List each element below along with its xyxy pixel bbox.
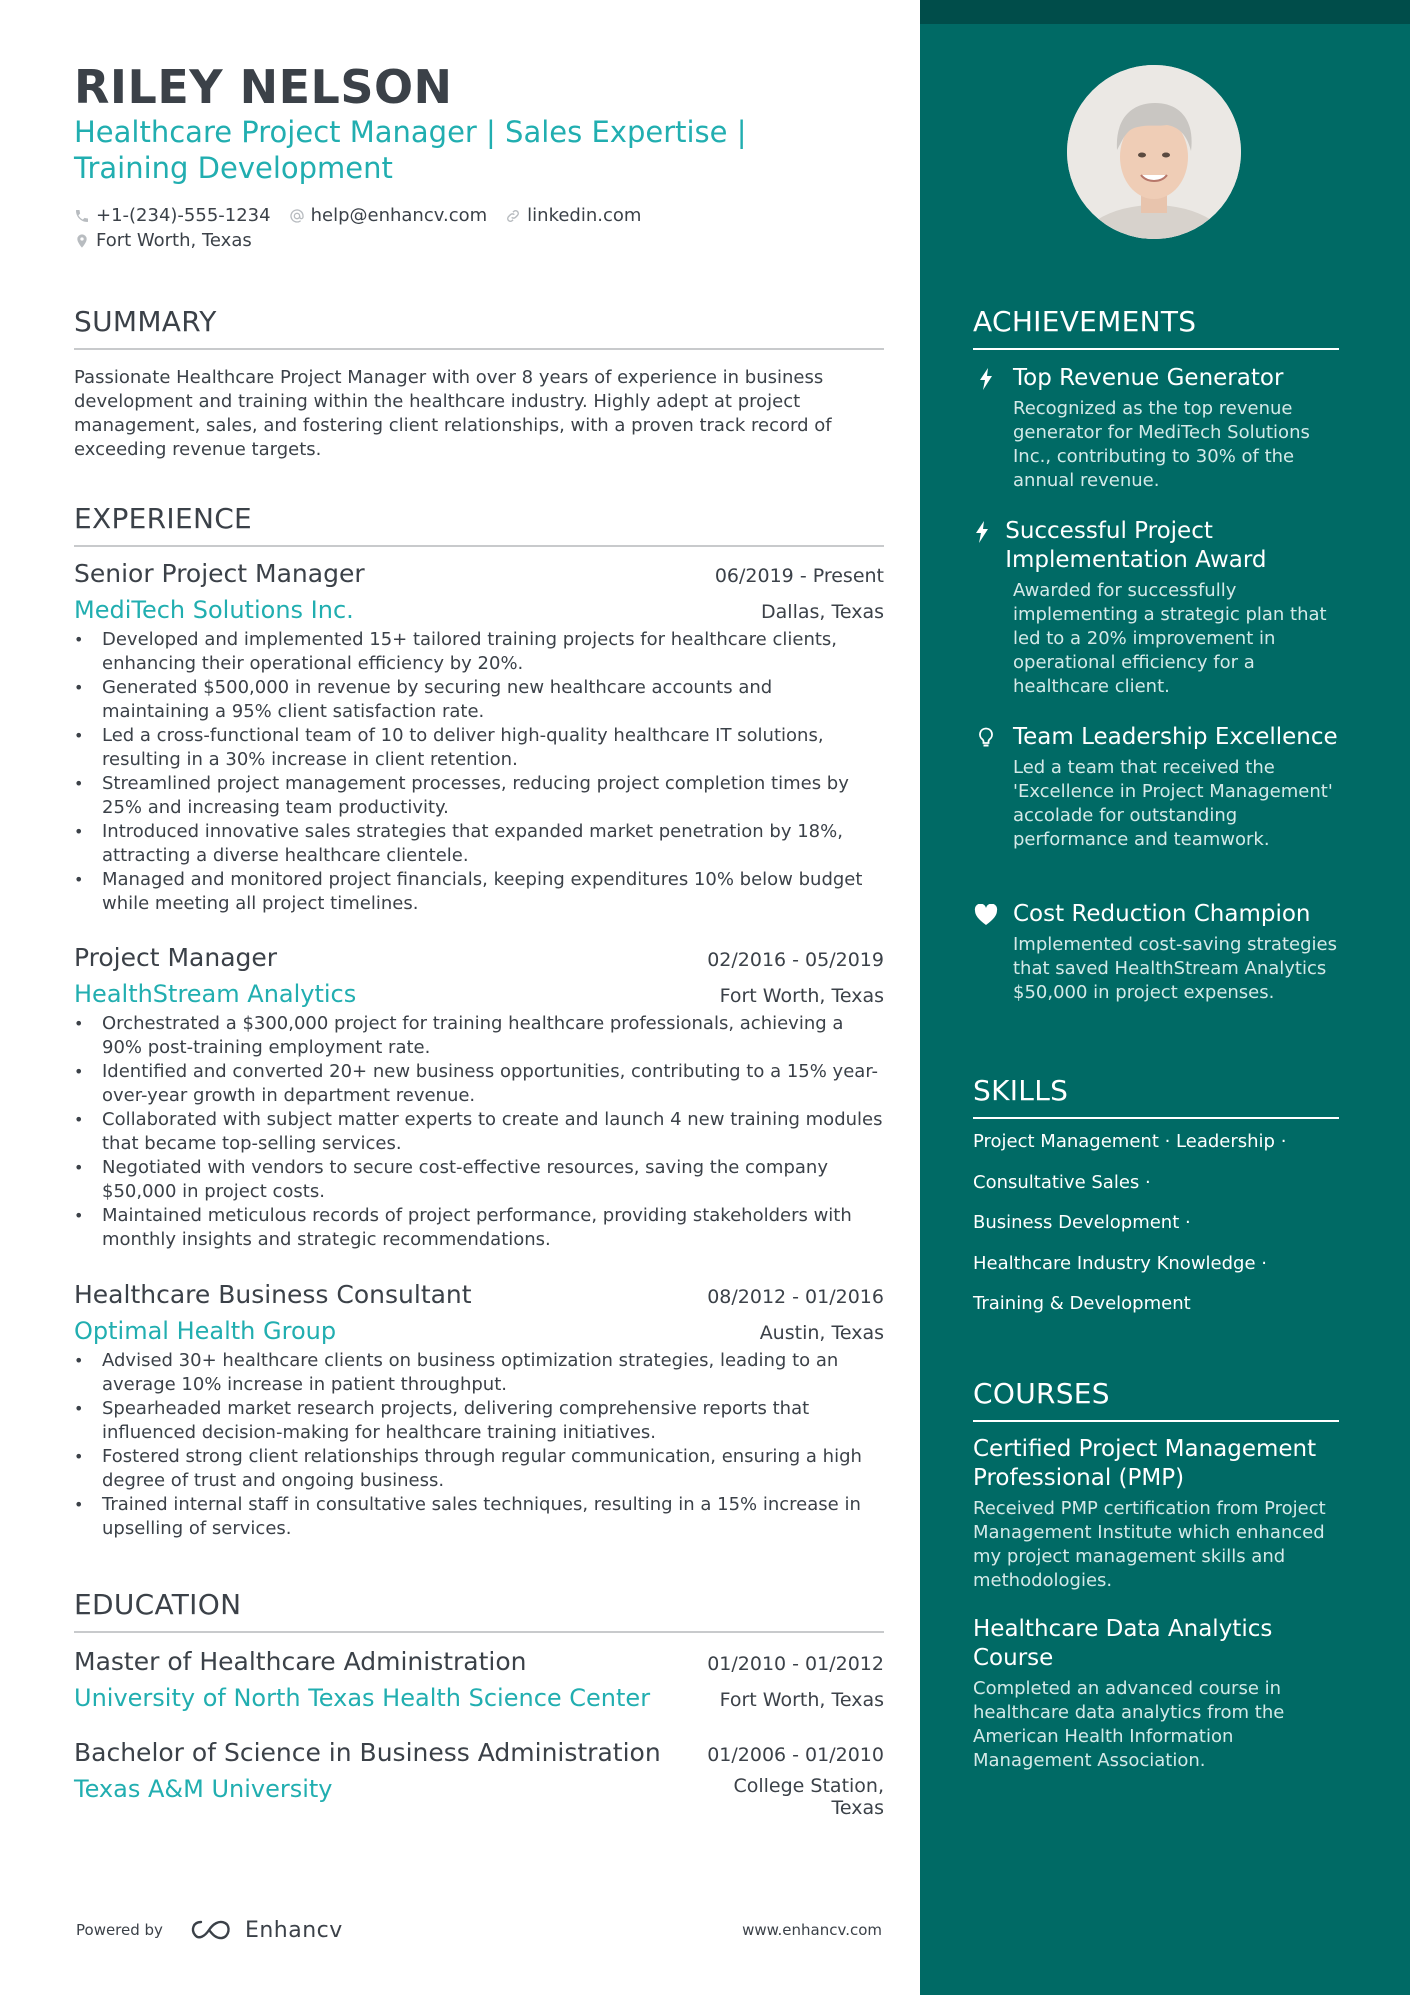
headline xyxy=(74,114,774,186)
job-dates: 06/2019 - Present xyxy=(714,565,884,587)
education-entry xyxy=(74,1738,884,1819)
job-title: Senior Project Manager xyxy=(74,559,365,588)
achievement-item xyxy=(973,517,1339,699)
skill-item: Consultative Sales · xyxy=(973,1171,1151,1193)
job-location: Austin, Texas xyxy=(759,1322,884,1344)
job-entry xyxy=(74,559,884,916)
bullet-item: • Managed and monitored project financials, keeping expenditures 10% below budget while meeting all project timelines. xyxy=(74,868,884,916)
phone-contact[interactable] xyxy=(74,205,271,226)
email-contact[interactable] xyxy=(289,205,488,226)
bullet-item: • Negotiated with vendors to secure cost-effective resources, saving the company $50,000 in project costs. xyxy=(74,1156,884,1204)
bullet-item: • Trained internal staff in consultative sales techniques, resulting in a 15% increase in upselling of services. xyxy=(74,1493,884,1541)
bullet-item: • Orchestrated a $300,000 project for training healthcare professionals, achieving a 90% post-training employment rate. xyxy=(74,1012,884,1060)
footer xyxy=(76,1915,882,1945)
bullet-item: • Generated $500,000 in revenue by securing new healthcare accounts and maintaining a 95% client satisfaction rate. xyxy=(74,676,884,724)
bullet-item: • Spearheaded market research projects, delivering comprehensive reports that influenced decision-making for healthcare training initiatives. xyxy=(74,1397,884,1445)
avatar-portrait xyxy=(1067,65,1241,239)
brand-name: Enhancv xyxy=(244,1917,343,1943)
job-entry xyxy=(74,943,884,1252)
achievement-title: Successful Project Implementation Award xyxy=(1005,518,1267,573)
degree-title: Bachelor of Science in Business Administration xyxy=(74,1738,661,1767)
achievement-title: Team Leadership Excellence xyxy=(1013,724,1338,750)
bullet-item: • Led a cross-functional team of 10 to deliver high-quality healthcare IT solutions, resulting in a 30% increase in client retention. xyxy=(74,724,884,772)
course-desc: Received PMP certification from Project Management Institute which enhanced my project management skills and methodologies. xyxy=(973,1498,1326,1591)
job-entry xyxy=(74,1280,884,1541)
contact-info xyxy=(74,203,774,253)
phone-text: +1-(234)-555-1234 xyxy=(96,205,271,226)
achievement-item xyxy=(973,723,1339,852)
location-pin-icon xyxy=(74,233,90,249)
achievement-title: Top Revenue Generator xyxy=(1013,365,1284,391)
heart-icon xyxy=(973,904,999,926)
powered-by xyxy=(76,1918,343,1943)
job-bullets xyxy=(74,1012,884,1252)
linkedin-text: linkedin.com xyxy=(527,205,642,226)
enhancv-logo[interactable] xyxy=(189,1918,343,1943)
job-location: Fort Worth, Texas xyxy=(719,985,884,1007)
skill-item: Training & Development xyxy=(973,1293,1191,1314)
bolt-icon xyxy=(973,368,999,390)
job-bullets xyxy=(74,1349,884,1541)
company-name[interactable]: MediTech Solutions Inc. xyxy=(74,596,354,624)
company-name[interactable]: Optimal Health Group xyxy=(74,1317,337,1345)
education-dates: 01/2006 - 01/2010 xyxy=(707,1744,884,1766)
job-title: Project Manager xyxy=(74,943,278,972)
achievement-desc: Recognized as the top revenue generator for MediTech Solutions Inc., contributing to 30% of the annual revenue. xyxy=(1013,398,1310,491)
link-icon xyxy=(505,208,521,224)
school-location: Fort Worth, Texas xyxy=(719,1689,884,1711)
degree-title: Master of Healthcare Administration xyxy=(74,1647,527,1676)
linkedin-contact[interactable] xyxy=(505,205,641,226)
skill-item: Business Development · xyxy=(973,1212,1191,1233)
sidebar xyxy=(920,0,1410,1995)
course-desc: Completed an advanced course in healthcare data analytics from the American Health Information Management Association. xyxy=(973,1678,1285,1771)
course-item xyxy=(973,1615,1339,1773)
headline-line: Healthcare Project Manager | Sales Expertise | xyxy=(74,115,747,149)
phone-icon xyxy=(74,208,90,224)
achievement-desc: Awarded for successfully implementing a strategic plan that led to a 20% improvement in operational efficiency for a healthcare client. xyxy=(1013,580,1327,697)
courses-heading: COURSES xyxy=(973,1377,1339,1422)
achievement-title: Cost Reduction Champion xyxy=(1013,901,1311,927)
job-dates: 08/2012 - 01/2016 xyxy=(707,1286,884,1308)
email-text: help@enhancv.com xyxy=(310,205,488,226)
headline-line: Training Development xyxy=(74,151,393,185)
school-name[interactable]: University of North Texas Health Science Center xyxy=(74,1684,651,1712)
achievement-desc: Led a team that received the 'Excellence in Project Management' accolade for outstanding performance and teamwork. xyxy=(1013,757,1333,850)
skills-list xyxy=(973,1130,1339,1333)
skill-item: Project Management · Leadership · xyxy=(973,1131,1287,1152)
education-entry xyxy=(74,1647,884,1712)
job-title: Healthcare Business Consultant xyxy=(74,1280,472,1309)
skills-heading: SKILLS xyxy=(973,1074,1339,1119)
summary-text: Passionate Healthcare Project Manager with over 8 years of experience in business development and training within the healthcare industry. Highly adept at project management, sales, and fostering client relationships, with a proven track record of exceeding revenue targets. xyxy=(74,367,832,460)
course-item xyxy=(973,1435,1339,1593)
achievement-item xyxy=(973,364,1339,493)
at-icon xyxy=(289,208,305,224)
enhancv-logo-icon xyxy=(189,1918,235,1942)
bullet-item: • Maintained meticulous records of project performance, providing stakeholders with monthly insights and strategic recommendations. xyxy=(74,1204,884,1252)
school-name[interactable]: Texas A&M University xyxy=(74,1775,333,1803)
education-heading: EDUCATION xyxy=(74,1588,884,1633)
skill-item: Healthcare Industry Knowledge · xyxy=(973,1252,1267,1274)
job-dates: 02/2016 - 05/2019 xyxy=(707,949,884,971)
avatar xyxy=(1067,65,1241,239)
school-location xyxy=(733,1775,884,1819)
school-location-line: College Station, xyxy=(733,1775,884,1797)
bullet-item: • Advised 30+ healthcare clients on business optimization strategies, leading to an average 10% increase in patient throughput. xyxy=(74,1349,884,1397)
candidate-name: RILEY NELSON xyxy=(74,60,453,114)
bullet-item: • Collaborated with subject matter experts to create and launch 4 new training modules that became top-selling services. xyxy=(74,1108,884,1156)
website-link[interactable]: www.enhancv.com xyxy=(742,1921,882,1939)
course-title: Certified Project Management Professional (PMP) xyxy=(973,1436,1317,1491)
bullet-item: • Identified and converted 20+ new business opportunities, contributing to a 15% year-over-year growth in department revenue. xyxy=(74,1060,884,1108)
main-column xyxy=(74,0,884,1995)
location-contact xyxy=(74,230,252,251)
school-location-line: Texas xyxy=(831,1797,884,1819)
achievements-heading: ACHIEVEMENTS xyxy=(973,305,1339,350)
achievement-desc: Implemented cost-saving strategies that saved HealthStream Analytics $50,000 in project expenses. xyxy=(1013,934,1337,1003)
job-location: Dallas, Texas xyxy=(761,601,884,623)
achievement-item xyxy=(973,900,1339,1005)
bullet-item: • Developed and implemented 15+ tailored training projects for healthcare clients, enhancing their operational efficiency by 20%. xyxy=(74,628,884,676)
education-dates: 01/2010 - 01/2012 xyxy=(707,1653,884,1675)
bullet-item: • Streamlined project management processes, reducing project completion times by 25% and increasing team productivity. xyxy=(74,772,884,820)
bullet-item: • Introduced innovative sales strategies that expanded market penetration by 18%, attracting a diverse healthcare clientele. xyxy=(74,820,884,868)
sidebar-top-bar xyxy=(920,0,1410,24)
job-bullets xyxy=(74,628,884,916)
bullet-item: • Fostered strong client relationships through regular communication, ensuring a high degree of trust and ongoing business. xyxy=(74,1445,884,1493)
bolt-icon xyxy=(973,521,991,543)
course-title: Healthcare Data Analytics Course xyxy=(973,1616,1273,1671)
company-name[interactable]: HealthStream Analytics xyxy=(74,980,357,1008)
experience-heading: EXPERIENCE xyxy=(74,502,884,547)
powered-by-label: Powered by xyxy=(76,1921,163,1939)
summary-heading: SUMMARY xyxy=(74,305,884,350)
location-text: Fort Worth, Texas xyxy=(96,230,252,251)
lightbulb-icon xyxy=(973,727,999,749)
